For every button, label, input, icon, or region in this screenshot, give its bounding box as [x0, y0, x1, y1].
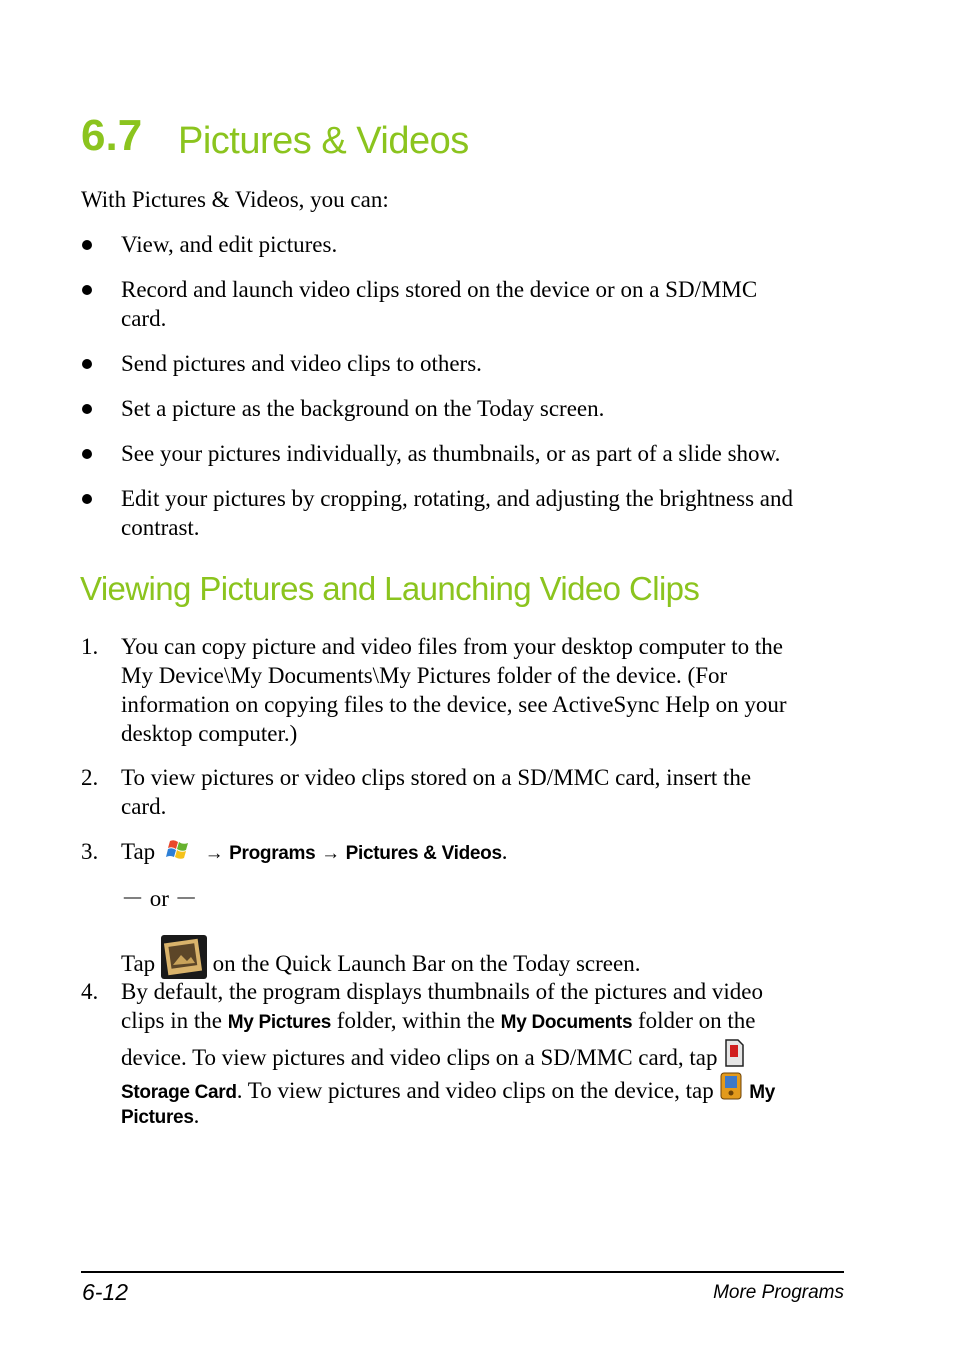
- step-text: To view pictures or video clips stored on a SD/MMC card, insert the card.: [121, 765, 752, 819]
- step-text: Storage Card. To view pictures and video clips on the device, tap My: [121, 1072, 775, 1107]
- list-item: Send pictures and video clips to others.: [121, 351, 482, 376]
- step-number: 1.: [81, 634, 99, 659]
- step-number: 3.: [81, 839, 99, 864]
- page-number: 6-12: [82, 1279, 129, 1305]
- section-title: Pictures & Videos: [178, 120, 469, 162]
- chapter-title: More Programs: [713, 1282, 844, 1303]
- bullet-dot: [82, 404, 92, 414]
- pictures-videos-label: Pictures & Videos: [345, 843, 502, 864]
- subheading: Viewing Pictures and Launching Video Clips: [80, 570, 700, 607]
- step-text: Tap on the Quick Launch Bar on the Today screen.: [121, 935, 640, 986]
- bullet-dot: [82, 449, 92, 459]
- list-item: View, and edit pictures.: [121, 232, 338, 257]
- step-text: Pictures.: [121, 1103, 200, 1128]
- windows-start-icon: [165, 837, 193, 870]
- bullet-dot: [82, 285, 92, 295]
- list-item: See your pictures individually, as thumbnails, or as part of a slide show.: [121, 441, 781, 466]
- step-text: By default, the program displays thumbnails of the pictures and video: [121, 979, 763, 1004]
- step-number: 2.: [81, 765, 99, 790]
- step-text: clips in the My Pictures folder, within the My Documents folder on the: [121, 1008, 756, 1033]
- programs-menu-label: Programs: [229, 843, 316, 864]
- step-text: device. To view pictures and video clips on a SD/MMC card, tap: [121, 1039, 745, 1074]
- step-text: Tap → Programs → Pictures & Videos.: [121, 837, 508, 870]
- bullet-dot: [82, 494, 92, 504]
- my-label: My: [749, 1082, 776, 1103]
- step-number: 4.: [81, 979, 99, 1004]
- pda-device-icon: [719, 1072, 743, 1107]
- or-separator: － or －: [121, 886, 198, 911]
- storage-card-icon: [723, 1039, 745, 1074]
- bullet-dot: [82, 240, 92, 250]
- pictures-label: Pictures: [121, 1107, 194, 1128]
- storage-card-label: Storage Card: [121, 1082, 237, 1103]
- list-item: Edit your pictures by cropping, rotating, and adjusting the brightness and contrast.: [121, 486, 793, 540]
- section-number: 6.7: [81, 111, 143, 160]
- list-item: Set a picture as the background on the Today screen.: [121, 396, 605, 421]
- footer-rule: [81, 1271, 844, 1273]
- step-text: You can copy picture and video files from your desktop computer to the My Device\My Documents\My Pictures folder of the device. (For information on copying files to the device, see ActiveSync Help on your desktop computer.): [121, 634, 787, 746]
- intro-text: With Pictures & Videos, you can:: [81, 187, 389, 212]
- list-item: Record and launch video clips stored on the device or on a SD/MMC card.: [121, 277, 758, 331]
- my-documents-label: My Documents: [500, 1012, 633, 1033]
- my-pictures-label: My Pictures: [227, 1012, 332, 1033]
- bullet-dot: [82, 359, 92, 369]
